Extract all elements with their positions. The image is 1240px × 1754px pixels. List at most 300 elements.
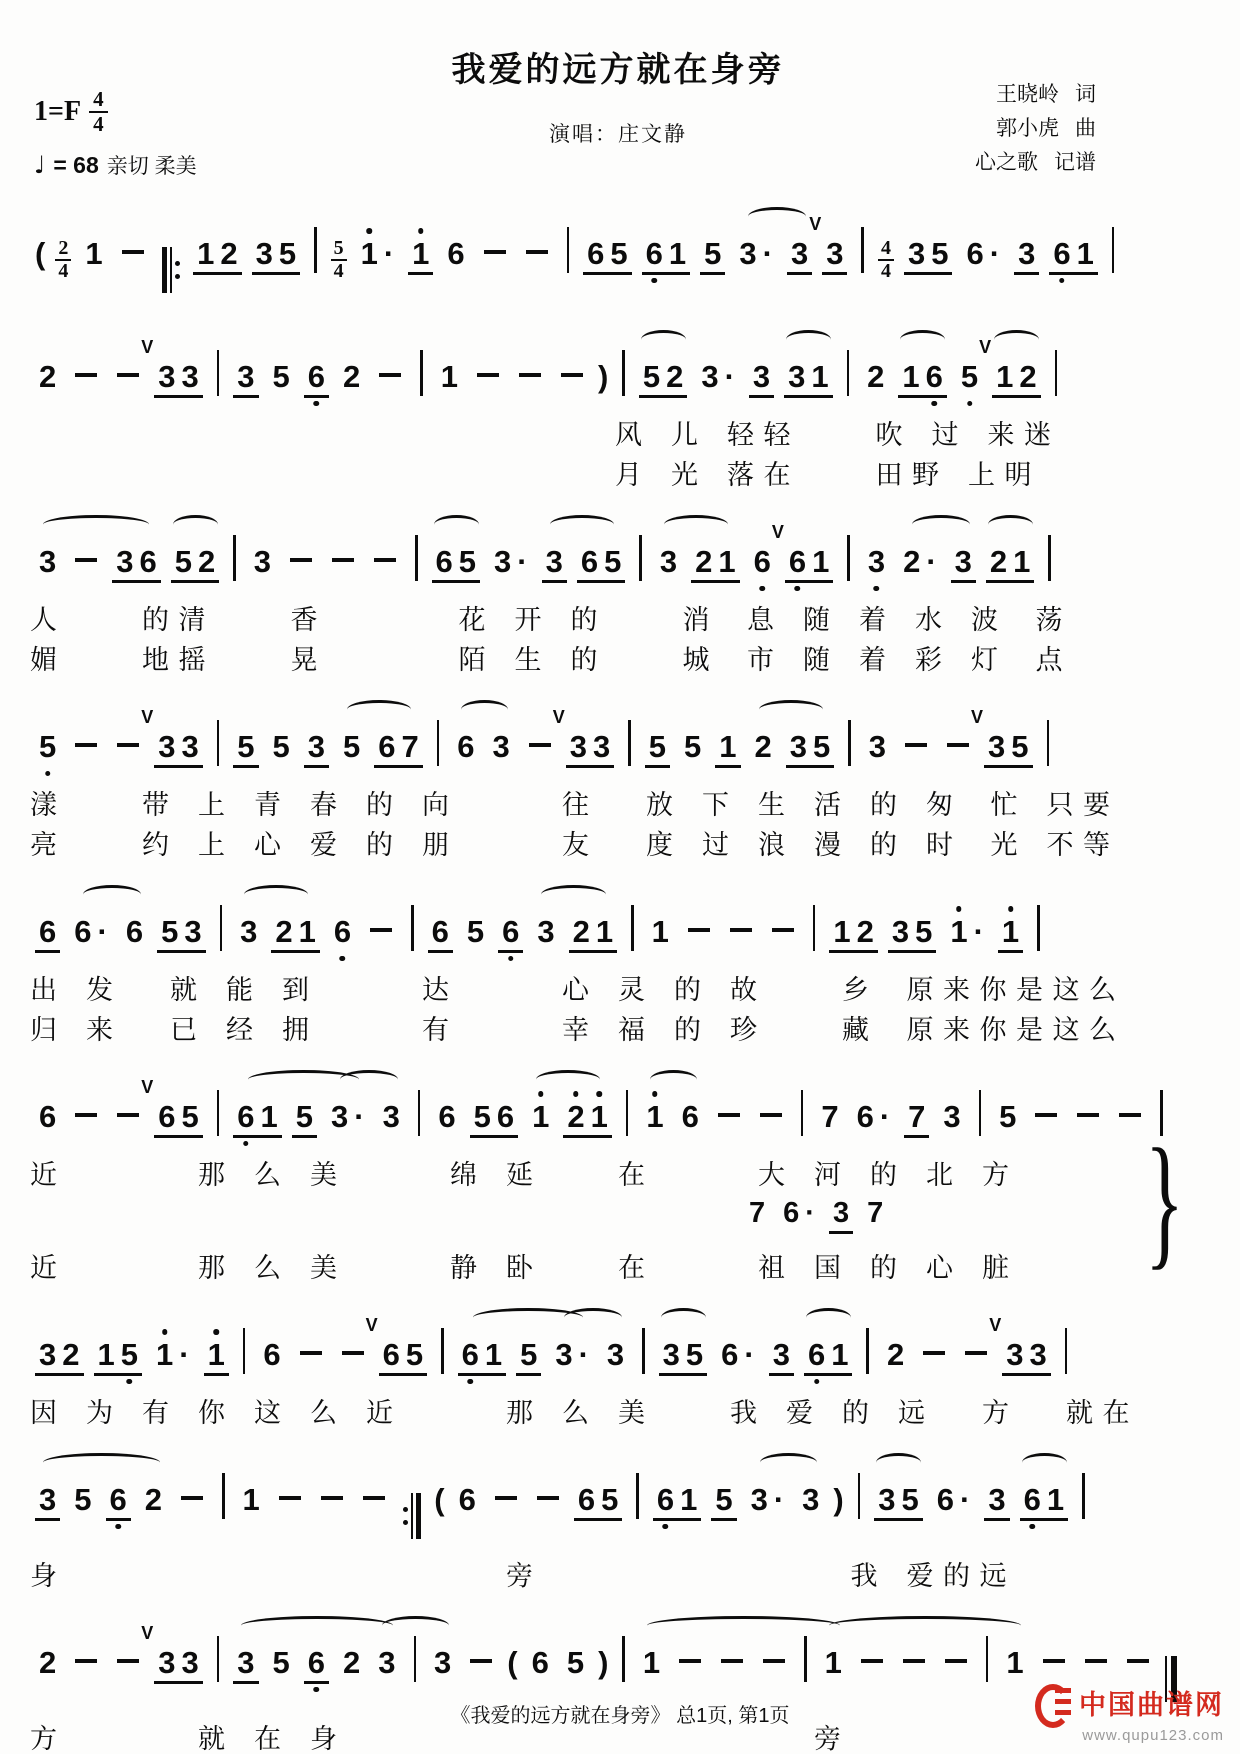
note-digit: 7	[867, 1197, 884, 1229]
note-digit: 5	[181, 1099, 199, 1134]
note	[432, 546, 481, 583]
duration-dash	[947, 743, 969, 748]
note-group	[269, 361, 294, 395]
note-group	[577, 546, 626, 583]
note	[154, 1647, 203, 1684]
slur-arc	[43, 515, 149, 534]
slur-arc	[83, 885, 141, 904]
duration-dash	[945, 1659, 967, 1664]
note-group	[533, 916, 558, 950]
note	[787, 238, 812, 275]
note-digit: 5	[118, 1339, 141, 1370]
note-group	[233, 731, 258, 768]
note-group	[946, 916, 988, 950]
duration-dash	[529, 743, 551, 748]
augmentation-dot: ·	[959, 1482, 971, 1517]
notation-line	[30, 323, 1206, 415]
note-group	[563, 1101, 612, 1138]
note	[330, 916, 355, 950]
note	[112, 546, 161, 583]
note-group	[995, 1101, 1020, 1135]
note-group	[94, 1339, 143, 1376]
note	[904, 1101, 929, 1138]
note	[821, 1647, 846, 1681]
barline	[804, 1636, 807, 1682]
parenthesis: (	[434, 1482, 445, 1517]
note-group	[804, 1339, 853, 1376]
note	[995, 1101, 1020, 1135]
duration-dash	[1127, 1659, 1149, 1664]
note-group	[735, 238, 777, 272]
note-group	[35, 1647, 60, 1681]
note-group	[443, 238, 468, 272]
note-group	[304, 1647, 329, 1684]
duration-dash	[519, 373, 541, 378]
note	[374, 1647, 399, 1681]
note	[141, 1484, 166, 1518]
note-digit: 3	[752, 359, 771, 394]
note	[653, 1484, 702, 1521]
note	[786, 731, 835, 768]
note-digit: 2	[343, 359, 361, 394]
note-digit: 3	[662, 1337, 680, 1372]
note-digit: 1	[902, 359, 920, 394]
barline	[636, 1473, 639, 1519]
barline	[567, 227, 570, 273]
note	[528, 1101, 553, 1135]
note-digit: 2	[989, 544, 1008, 579]
notation-line	[30, 1446, 1206, 1556]
barline	[414, 1636, 417, 1682]
note-group	[715, 731, 740, 768]
note-digit: 2	[39, 1645, 57, 1680]
note-digit: 6	[331, 916, 354, 947]
duration-dash	[905, 743, 927, 748]
note	[443, 238, 468, 272]
credit-lyricist	[975, 78, 1096, 112]
note-digit: 3	[116, 544, 134, 579]
slur-arc	[650, 1070, 697, 1089]
note-group	[112, 546, 161, 583]
note-digit: 5	[272, 359, 290, 394]
duration-dash	[181, 1496, 203, 1501]
note-digit: 5	[458, 544, 476, 579]
note-digit: 3	[739, 236, 757, 271]
note	[735, 238, 777, 272]
note-group	[35, 546, 60, 580]
barline	[622, 1636, 625, 1682]
note-digit: 2	[144, 1482, 162, 1517]
note-digit: 3	[307, 729, 325, 764]
note-group	[157, 916, 206, 953]
note-group	[798, 1484, 823, 1518]
time-denominator: 4	[880, 260, 891, 282]
note-digit: 3	[606, 1337, 625, 1372]
note-digit: 3	[1029, 1337, 1047, 1372]
note-digit: 2	[39, 359, 57, 394]
barline	[622, 350, 625, 396]
note-group	[269, 1647, 294, 1681]
duration-dash	[772, 928, 794, 933]
slur-arc	[760, 1453, 817, 1472]
note-digit: 5	[174, 544, 192, 579]
note-group	[470, 1101, 519, 1138]
note-group	[154, 1101, 203, 1138]
note	[233, 1647, 258, 1684]
footer-page-info: 《我爱的远方就在身旁》 总1页, 第1页	[450, 1705, 790, 1727]
barline	[866, 1328, 869, 1374]
note-digit: 3	[659, 544, 678, 579]
note-digit: 2	[198, 544, 216, 579]
note-digit: 3	[750, 1482, 768, 1517]
note-digit: 2	[886, 1337, 905, 1372]
note-digit: 5	[161, 914, 179, 949]
note	[379, 1339, 428, 1376]
note-digit: 5	[36, 731, 59, 762]
note-group	[122, 916, 147, 950]
music-system	[30, 1063, 1206, 1288]
note-digit: 3	[569, 729, 587, 764]
note	[888, 916, 937, 953]
time-numerator: 4	[878, 238, 894, 261]
note	[122, 916, 147, 950]
music-system	[30, 878, 1206, 1050]
note	[986, 546, 1035, 583]
note	[751, 731, 776, 765]
note-group	[453, 731, 478, 765]
note	[154, 1101, 203, 1138]
duration-dash	[75, 558, 97, 563]
note-digit: 6	[125, 914, 144, 949]
notation-line	[30, 878, 1206, 970]
octave-dot-low	[127, 1379, 133, 1385]
note-digit: 6	[531, 1645, 549, 1680]
note-group	[1014, 238, 1039, 275]
augmentation-dot: ·	[744, 1337, 755, 1372]
note	[533, 916, 558, 950]
barline	[1065, 1328, 1068, 1374]
note-digit: 3	[772, 1337, 790, 1372]
credit-name: 王晓岭	[996, 83, 1059, 106]
note	[697, 361, 739, 395]
note	[899, 546, 941, 580]
note-group	[239, 1484, 264, 1518]
note-group	[455, 1484, 480, 1518]
note-digit: 5	[295, 1099, 313, 1134]
duration-dash	[1043, 1659, 1065, 1664]
note	[691, 546, 740, 583]
note-group	[152, 1339, 194, 1373]
key-signature	[34, 88, 197, 136]
note-digit: 5	[958, 361, 981, 392]
note	[563, 1647, 588, 1681]
slur-arc	[43, 1453, 160, 1472]
note-digit: 5	[278, 236, 297, 271]
octave-dot-low	[45, 771, 51, 777]
note-digit: 3	[537, 914, 555, 949]
note	[1020, 1484, 1069, 1521]
duration-dash	[122, 250, 144, 255]
note-digit: 6	[577, 1482, 596, 1517]
duration-dash	[1119, 1113, 1141, 1118]
note	[81, 238, 106, 272]
augmentation-dot: ·	[989, 236, 1001, 271]
music-system	[30, 693, 1206, 865]
note-group	[751, 731, 776, 765]
note	[946, 916, 988, 950]
note	[569, 916, 618, 953]
note-group	[1049, 238, 1098, 275]
note	[233, 731, 258, 768]
note-digit: 1	[824, 1645, 842, 1680]
repeat-open	[162, 247, 181, 293]
note-digit: 5	[272, 729, 290, 764]
note-group	[992, 361, 1041, 398]
note	[656, 546, 681, 580]
note-digit: 6	[1021, 1484, 1044, 1515]
barline	[986, 1636, 989, 1682]
music-system	[30, 1301, 1206, 1433]
note-digit: 6	[305, 361, 328, 392]
note-digit: 3	[494, 544, 512, 579]
note	[957, 361, 982, 395]
note	[458, 1339, 507, 1376]
note	[700, 238, 725, 275]
note-digit: 5	[813, 729, 831, 764]
barline	[217, 350, 220, 396]
note	[829, 1199, 853, 1234]
note-digit: 3	[865, 546, 888, 577]
note-group	[141, 1484, 166, 1518]
note	[853, 1101, 895, 1135]
note-digit: 5	[566, 1645, 585, 1680]
slur-arc	[564, 1308, 622, 1327]
note	[455, 1484, 480, 1518]
note-digit: 6	[139, 544, 157, 579]
note-group	[259, 1339, 284, 1373]
augmentation-dot: ·	[773, 1482, 785, 1517]
note-digit: 3	[701, 359, 719, 394]
note-digit: 1	[588, 1101, 611, 1132]
note	[35, 1484, 60, 1521]
note-digit: 6	[856, 1099, 874, 1134]
note	[1049, 238, 1098, 275]
note-digit: 2	[666, 359, 684, 394]
site-name: 中国曲谱网	[1079, 1689, 1224, 1720]
note	[269, 361, 294, 395]
octave-dot-high	[366, 228, 372, 234]
note-digit: 1	[97, 1337, 115, 1372]
note-digit: 6	[39, 1099, 57, 1134]
parenthesis: )	[598, 1645, 609, 1680]
note-digit: 3	[184, 914, 202, 949]
note	[490, 546, 532, 580]
duration-dash	[321, 1496, 343, 1501]
note	[292, 1101, 317, 1138]
duration-dash	[279, 1496, 301, 1501]
parenthesis: (	[35, 236, 46, 271]
note-digit: 6	[580, 544, 599, 579]
note	[152, 1339, 194, 1373]
note-digit: 6	[966, 236, 984, 271]
note-digit: 1	[197, 236, 215, 271]
note-group	[374, 1647, 399, 1681]
note-group	[864, 546, 889, 580]
note	[749, 361, 774, 398]
note-group	[154, 361, 203, 398]
note-digit: 6	[721, 1337, 739, 1372]
note-digit: 6	[458, 1482, 476, 1517]
duration-dash	[75, 1113, 97, 1118]
note	[154, 731, 203, 768]
duration-dash	[300, 1351, 322, 1356]
site-url: www.qupu123.com	[1082, 1727, 1224, 1744]
duration-dash	[75, 1659, 97, 1664]
slur-arc	[661, 1308, 706, 1327]
barline	[813, 905, 816, 951]
barline	[217, 1636, 220, 1682]
note-group	[563, 1647, 588, 1681]
note	[951, 546, 976, 583]
note-digit: 1	[996, 359, 1014, 394]
note-group	[899, 546, 941, 580]
note-digit: 2	[1019, 359, 1037, 394]
note-digit: 1	[719, 729, 737, 764]
music-system	[30, 323, 1206, 495]
note	[35, 916, 60, 953]
note-group	[35, 1484, 60, 1521]
note	[898, 361, 947, 398]
note-digit: 3	[39, 1337, 57, 1372]
note-group	[193, 238, 242, 275]
note	[252, 238, 301, 275]
note-digit: 5	[272, 1645, 290, 1680]
octave-dot-high	[162, 1329, 168, 1335]
note-group	[822, 238, 847, 275]
note-digit: 7	[749, 1197, 766, 1229]
lyrics-line: 近 那 么 美 静 卧 在 祖 国 的 心 脏	[30, 1253, 1010, 1283]
augmentation-dot: ·	[354, 1099, 365, 1134]
note-digit: 1	[812, 544, 830, 579]
credit-role: 词	[1075, 83, 1096, 106]
note-group	[252, 238, 301, 275]
note	[680, 731, 705, 765]
qupu-logo-icon	[1035, 1680, 1071, 1724]
note-digit: 6	[923, 361, 946, 392]
octave-dot-high	[418, 228, 424, 234]
note-group	[1020, 1484, 1069, 1521]
note-digit: 3	[593, 729, 611, 764]
duration-dash	[730, 928, 752, 933]
note	[498, 916, 523, 953]
note-digit: 5	[684, 729, 702, 764]
lyrics-line: 亮 约 上 心 爱 的 朋 友 度 过 浪 漫 的 时 光 不 等	[30, 830, 1112, 860]
octave-dot-low	[967, 401, 973, 407]
duration-dash	[763, 1659, 785, 1664]
octave-dot-low	[115, 1524, 121, 1530]
note	[642, 1101, 667, 1135]
augmentation-dot: ·	[578, 1337, 589, 1372]
slur-arc	[340, 1070, 398, 1089]
music-system	[30, 1609, 1206, 1754]
note-digit: 3	[878, 1482, 896, 1517]
credit-name: 心之歌	[975, 151, 1038, 174]
barline	[848, 720, 851, 766]
note-group	[898, 361, 947, 398]
note-group	[639, 361, 688, 398]
note	[304, 731, 329, 768]
note-digit: 1	[153, 1339, 176, 1370]
note-group	[566, 731, 615, 768]
slur-arc	[647, 1616, 840, 1635]
note	[428, 916, 453, 953]
octave-dot-low	[652, 278, 658, 284]
note	[430, 1647, 455, 1681]
note	[236, 916, 261, 950]
note-group	[639, 1647, 664, 1681]
note-group	[458, 1339, 507, 1376]
lyrics-line: 方 就 在 身 旁	[30, 1724, 842, 1754]
note-group	[984, 731, 1033, 768]
note-digit: 6	[783, 1197, 800, 1229]
note-group	[271, 916, 320, 953]
note	[747, 1484, 789, 1518]
note-digit: 3	[255, 236, 273, 271]
lyrics-line: 人 的 清 香 花 开 的 消 息 随 着 水 波 荡	[30, 605, 1064, 635]
note-digit: 5	[74, 1482, 92, 1517]
note-digit: 5	[610, 236, 628, 271]
note-group	[327, 1101, 369, 1135]
note-group	[691, 546, 740, 583]
note-group	[642, 1101, 667, 1135]
slur-arc	[829, 1616, 1021, 1635]
note-digit: 1	[1013, 544, 1031, 579]
note-digit: 6	[805, 1339, 828, 1370]
note-group	[233, 1647, 258, 1684]
slur-arc	[900, 330, 945, 349]
barline	[631, 905, 634, 951]
note-group	[528, 1101, 553, 1135]
note-digit: 6	[654, 1484, 677, 1515]
barline	[1047, 720, 1050, 766]
watermark-row	[1035, 1680, 1224, 1724]
note	[1002, 1339, 1051, 1376]
duration-dash	[679, 1659, 701, 1664]
note	[408, 238, 433, 275]
note	[822, 238, 847, 275]
note-group	[865, 731, 890, 765]
note-group	[656, 546, 681, 580]
note	[639, 361, 688, 398]
note-group	[829, 1199, 853, 1234]
duration-dash	[117, 743, 139, 748]
note	[639, 1647, 664, 1681]
octave-dot-low	[508, 956, 514, 962]
note-digit: 1	[260, 1099, 278, 1134]
credit-role: 记谱	[1054, 151, 1096, 174]
duration-dash	[370, 928, 392, 933]
note-digit: 1	[242, 1482, 260, 1517]
note-group	[292, 1101, 317, 1138]
octave-dot-low	[1059, 278, 1065, 284]
barline	[847, 535, 850, 581]
tempo-line	[34, 150, 197, 180]
note	[829, 916, 878, 953]
note-digit: 6	[643, 238, 666, 269]
note-digit: 3	[790, 236, 809, 271]
duration-dash	[1035, 1113, 1057, 1118]
note-group	[786, 731, 835, 768]
